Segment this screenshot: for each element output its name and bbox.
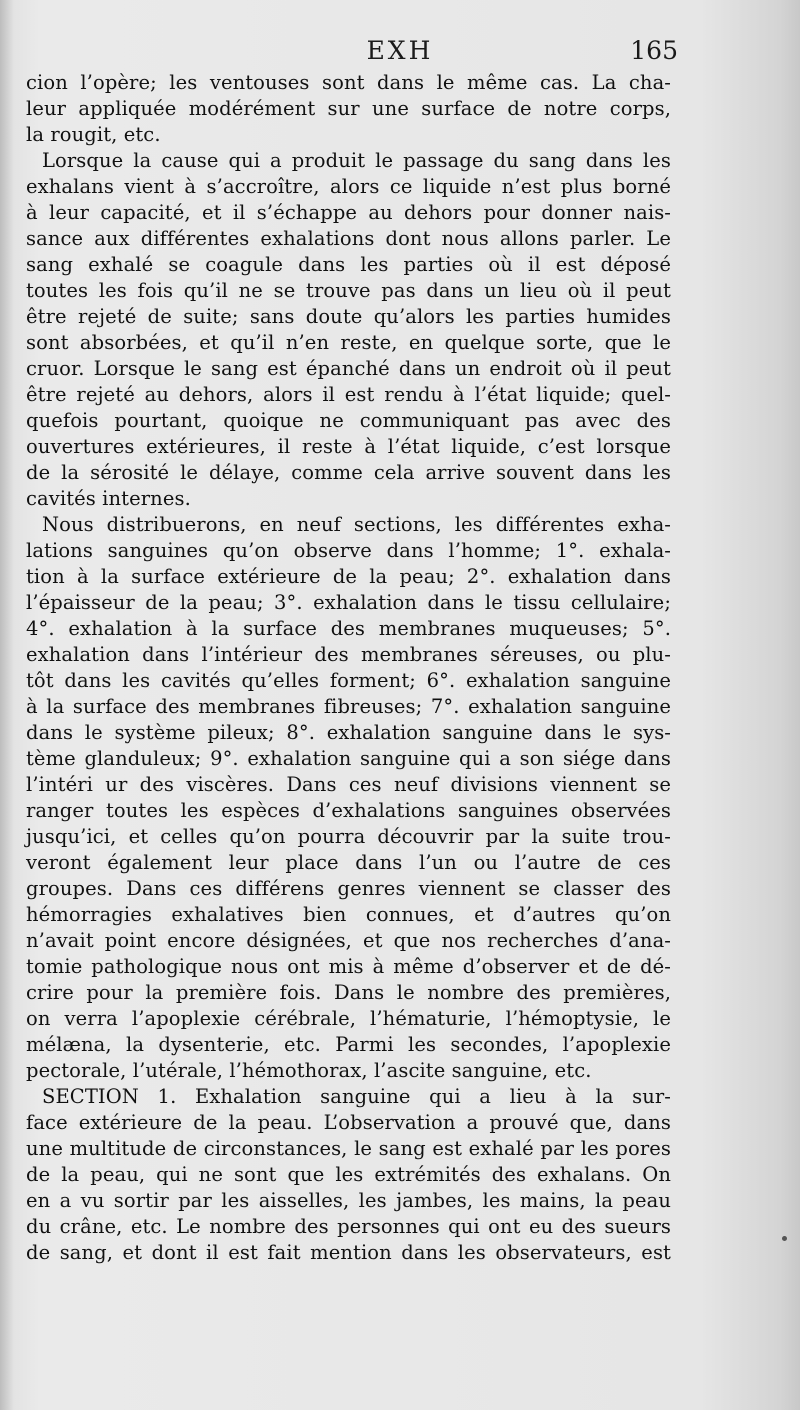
- text-line: cion l’opère; les ventouses sont dans le même cas. La cha-: [26, 71, 671, 94]
- text-line: lations sanguines qu’on observe dans l’homme; 1°. exhala-: [26, 539, 671, 562]
- text-line: tion à la surface extérieure de la peau; 2°. exhalation dans: [26, 565, 671, 588]
- text-line: être rejeté de suite; sans doute qu’alors les parties humides: [26, 305, 671, 328]
- text-line: jusqu’ici, et celles qu’on pourra découvrir par la suite trou-: [26, 825, 671, 848]
- text-line: être rejeté au dehors, alors il est rendu à l’état liquide; quel-: [26, 383, 671, 406]
- text-line: tème glanduleux; 9°. exhalation sanguine qui a son siége dans: [26, 747, 671, 770]
- text-line: mélæna, la dysenterie, etc. Parmi les secondes, l’apoplexie: [26, 1033, 671, 1056]
- paper-speck: [782, 1236, 787, 1241]
- text-line: de la peau, qui ne sont que les extrémités des exhalans. On: [26, 1163, 671, 1186]
- text-line: cavités internes.: [26, 487, 191, 510]
- text-line: une multitude de circonstances, le sang est exhalé par les pores: [26, 1137, 671, 1160]
- text-line: pectorale, l’utérale, l’hémothorax, l’ascite sanguine, etc.: [26, 1059, 592, 1082]
- text-line: en a vu sortir par les aisselles, les jambes, les mains, la peau: [26, 1189, 671, 1212]
- text-line: groupes. Dans ces différens genres viennent se classer des: [26, 877, 671, 900]
- text-line: de sang, et dont il est fait mention dans les observateurs, est: [26, 1241, 671, 1264]
- text-line: l’intéri ur des viscères. Dans ces neuf divisions viennent se: [26, 773, 671, 796]
- text-line: veront également leur place dans l’un ou l’autre de ces: [26, 851, 671, 874]
- section-heading-line: SECTION 1. Exhalation sanguine qui a lieu à la sur-: [42, 1085, 671, 1108]
- text-line: hémorragies exhalatives bien connues, et d’autres qu’on: [26, 903, 671, 926]
- text-line: ranger toutes les espèces d’exhalations sanguines observées: [26, 799, 671, 822]
- page-number: 165: [630, 36, 678, 65]
- text-line: Nous distribuerons, en neuf sections, les différentes exha-: [42, 513, 671, 536]
- text-line: cruor. Lorsque le sang est épanché dans un endroit où il peut: [26, 357, 671, 380]
- text-line: Lorsque la cause qui a produit le passage du sang dans les: [42, 149, 671, 172]
- text-line: l’épaisseur de la peau; 3°. exhalation dans le tissu cellulaire;: [26, 591, 671, 614]
- text-line: sont absorbées, et qu’il n’en reste, en quelque sorte, que le: [26, 331, 671, 354]
- text-line: du crâne, etc. Le nombre des personnes qui ont eu des sueurs: [26, 1215, 671, 1238]
- text-line: face extérieure de la peau. L’observation a prouvé que, dans: [26, 1111, 671, 1134]
- text-line: 4°. exhalation à la surface des membranes muqueuses; 5°.: [26, 617, 671, 640]
- text-line: leur appliquée modérément sur une surface de notre corps,: [26, 97, 671, 120]
- running-head: EXH: [366, 36, 434, 65]
- text-line: dans le système pileux; 8°. exhalation sanguine dans le sys-: [26, 721, 671, 744]
- text-line: sang exhalé se coagule dans les parties où il est déposé: [26, 253, 671, 276]
- text-line: toutes les fois qu’il ne se trouve pas dans un lieu où il peut: [26, 279, 671, 302]
- text-line: à leur capacité, et il s’échappe au dehors pour donner nais-: [26, 201, 671, 224]
- text-line: exhalation dans l’intérieur des membranes séreuses, ou plu-: [26, 643, 671, 666]
- text-line: ouvertures extérieures, il reste à l’état liquide, c’est lorsque: [26, 435, 671, 458]
- text-line: à la surface des membranes fibreuses; 7°. exhalation sanguine: [26, 695, 671, 718]
- text-line: tomie pathologique nous ont mis à même d’observer et de dé-: [26, 955, 671, 978]
- text-line: de la sérosité le délaye, comme cela arrive souvent dans les: [26, 461, 671, 484]
- text-line: on verra l’apoplexie cérébrale, l’hématurie, l’hémoptysie, le: [26, 1007, 671, 1030]
- text-line: la rougit, etc.: [26, 123, 161, 146]
- text-line: exhalans vient à s’accroître, alors ce liquide n’est plus borné: [26, 175, 671, 198]
- text-line: sance aux différentes exhalations dont nous allons parler. Le: [26, 227, 671, 250]
- text-line: n’avait point encore désignées, et que nos recherches d’ana-: [26, 929, 671, 952]
- text-line: tôt dans les cavités qu’elles forment; 6°. exhalation sanguine: [26, 669, 671, 692]
- text-line: crire pour la première fois. Dans le nombre des premières,: [26, 981, 671, 1004]
- text-line: quefois pourtant, quoique ne communiquant pas avec des: [26, 409, 671, 432]
- body-text: [26, 70, 671, 1266]
